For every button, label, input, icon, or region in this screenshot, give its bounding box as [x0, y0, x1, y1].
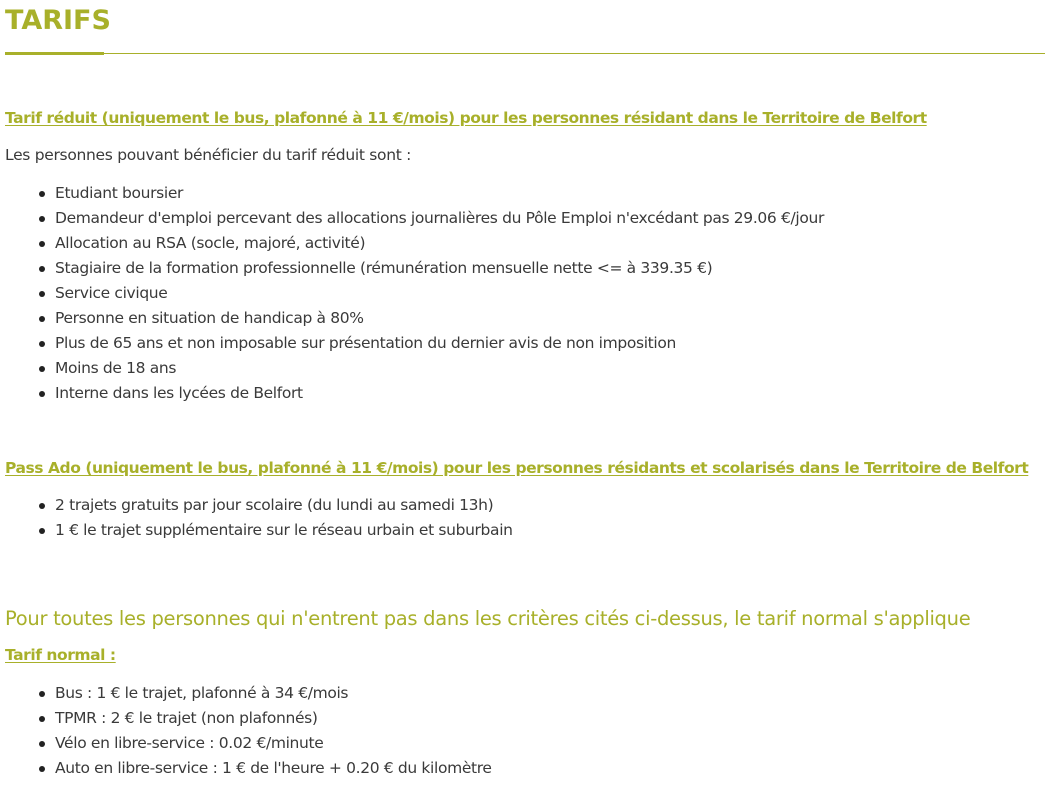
list-item: Bus : 1 € le trajet, plafonné à 34 €/mois	[0, 681, 492, 706]
list-item: Service civique	[0, 281, 824, 306]
list-item: Personne en situation de handicap à 80%	[0, 306, 824, 331]
list-item: Auto en libre-service : 1 € de l'heure + 0.20 € du kilomètre	[0, 756, 492, 781]
normal-tariff-statement: Pour toutes les personnes qui n'entrent pas dans les critères cités ci-dessus, le tarif normal s'applique	[5, 607, 971, 630]
normal-tariff-heading[interactable]: Tarif normal :	[5, 646, 116, 664]
list-item: Interne dans les lycées de Belfort	[0, 381, 824, 406]
list-item: Moins de 18 ans	[0, 356, 824, 381]
title-accent-bar	[5, 52, 104, 55]
list-item: 1 € le trajet supplémentaire sur le réseau urbain et suburbain	[0, 518, 513, 543]
pass-ado-list	[0, 493, 513, 543]
list-item: Vélo en libre-service : 0.02 €/minute	[0, 731, 492, 756]
list-item: Plus de 65 ans et non imposable sur présentation du dernier avis de non imposition	[0, 331, 824, 356]
page-title: TARIFS	[5, 5, 111, 36]
list-item: Demandeur d'emploi percevant des allocations journalières du Pôle Emploi n'excédant pas 29.06 €/jour	[0, 206, 824, 231]
list-item: Allocation au RSA (socle, majoré, activité)	[0, 231, 824, 256]
list-item: TPMR : 2 € le trajet (non plafonnés)	[0, 706, 492, 731]
pass-ado-heading[interactable]: Pass Ado (uniquement le bus, plafonné à 11 €/mois) pour les personnes résidants et scolarisés dans le Territoire de Belfort	[5, 459, 1029, 477]
list-item: 2 trajets gratuits par jour scolaire (du lundi au samedi 13h)	[0, 493, 513, 518]
normal-tariff-list	[0, 681, 492, 781]
reduced-tariff-list	[0, 181, 824, 406]
reduced-tariff-heading[interactable]: Tarif réduit (uniquement le bus, plafonné à 11 €/mois) pour les personnes résidant dans le Territoire de Belfort	[5, 109, 927, 127]
title-divider	[5, 53, 1045, 54]
list-item: Etudiant boursier	[0, 181, 824, 206]
list-item: Stagiaire de la formation professionnelle (rémunération mensuelle nette <= à 339.35 €)	[0, 256, 824, 281]
reduced-tariff-intro: Les personnes pouvant bénéficier du tarif réduit sont :	[5, 146, 412, 164]
